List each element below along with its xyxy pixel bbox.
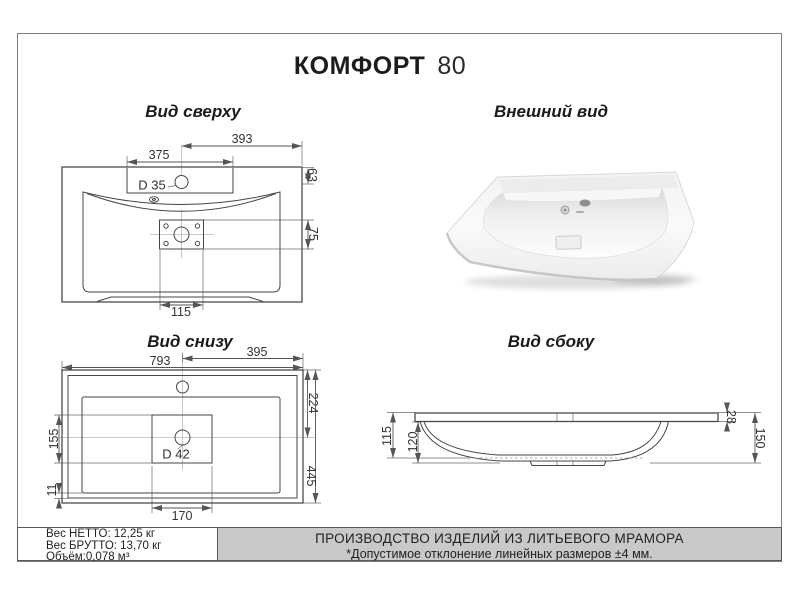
- production-text: ПРОИЗВОДСТВО ИЗДЕЛИЙ ИЗ ЛИТЬЕВОГО МРАМОРА: [315, 531, 684, 546]
- dim-label-115-top: 115: [171, 305, 191, 319]
- side-view-rim: [415, 413, 718, 422]
- overflow-center-3d: [564, 209, 567, 212]
- overflow-icon-top: [150, 197, 159, 203]
- dim-label-170: 170: [171, 509, 193, 523]
- side-view-drawing: [387, 403, 761, 466]
- dim-label-375: 375: [148, 148, 170, 162]
- top-view-extension-lines: [127, 141, 314, 310]
- dim-label-793: 793: [149, 354, 171, 368]
- view-title-bottom: Вид снизу: [147, 332, 233, 351]
- volume-text: Объём:0,078 м³: [46, 551, 130, 563]
- drain-cover-3d: [556, 236, 581, 250]
- view-title-side: Вид сбоку: [507, 332, 595, 351]
- brand-mark-3d: [576, 211, 584, 213]
- dim-label-28: 28: [724, 410, 738, 424]
- dim-label-155: 155: [47, 428, 61, 450]
- bottom-view-drawing: [54, 353, 321, 513]
- faucet-hole-top: [175, 176, 188, 189]
- gross-weight-text: Вес БРУТТО: 13,70 кг: [46, 539, 162, 552]
- model-name: КОМФОРТ: [293, 52, 426, 80]
- dim-label-120: 120: [406, 431, 420, 453]
- basin-slope-curve: [87, 194, 276, 212]
- external-view-drawing: [447, 172, 697, 289]
- footer: [17, 527, 782, 561]
- dim-label-11: 11: [45, 483, 59, 497]
- side-view-foot: [530, 461, 606, 466]
- dim-label-63: 63: [305, 168, 319, 182]
- model-size: 80: [437, 52, 467, 80]
- net-weight-text: Вес НЕТТО: 12,25 кг: [46, 528, 156, 540]
- bottom-view-dimension-lines: [59, 359, 316, 509]
- dim-label-445: 445: [304, 465, 318, 487]
- dim-label-150: 150: [753, 427, 767, 449]
- top-view-drawing: [62, 141, 314, 310]
- side-view-inner-profile: [424, 422, 661, 456]
- dim-label-224: 224: [306, 392, 320, 414]
- dim-label-75: 75: [306, 227, 320, 241]
- view-title-top: Вид сверху: [145, 102, 241, 121]
- footer-production: [218, 527, 782, 561]
- side-view-dimension-lines: [393, 403, 755, 463]
- dim-label-393: 393: [231, 132, 253, 146]
- bottom-view-extension-lines: [54, 353, 321, 513]
- faucet-hole-3d: [580, 200, 591, 207]
- front-apron-top: [97, 297, 263, 302]
- dim-label-d35: D 35: [138, 177, 166, 193]
- top-view-dimension-lines: [127, 146, 308, 305]
- dim-label-d42: D 42: [162, 446, 190, 462]
- dim-label-115-side: 115: [380, 426, 394, 446]
- tolerance-text: *Допустимое отклонение линейных размеров ±4 мм.: [346, 547, 653, 561]
- faucet-leader-line: [168, 186, 176, 188]
- dim-label-395: 395: [246, 345, 268, 359]
- view-title-external: Внешний вид: [493, 102, 609, 121]
- footer-specs: [17, 527, 218, 561]
